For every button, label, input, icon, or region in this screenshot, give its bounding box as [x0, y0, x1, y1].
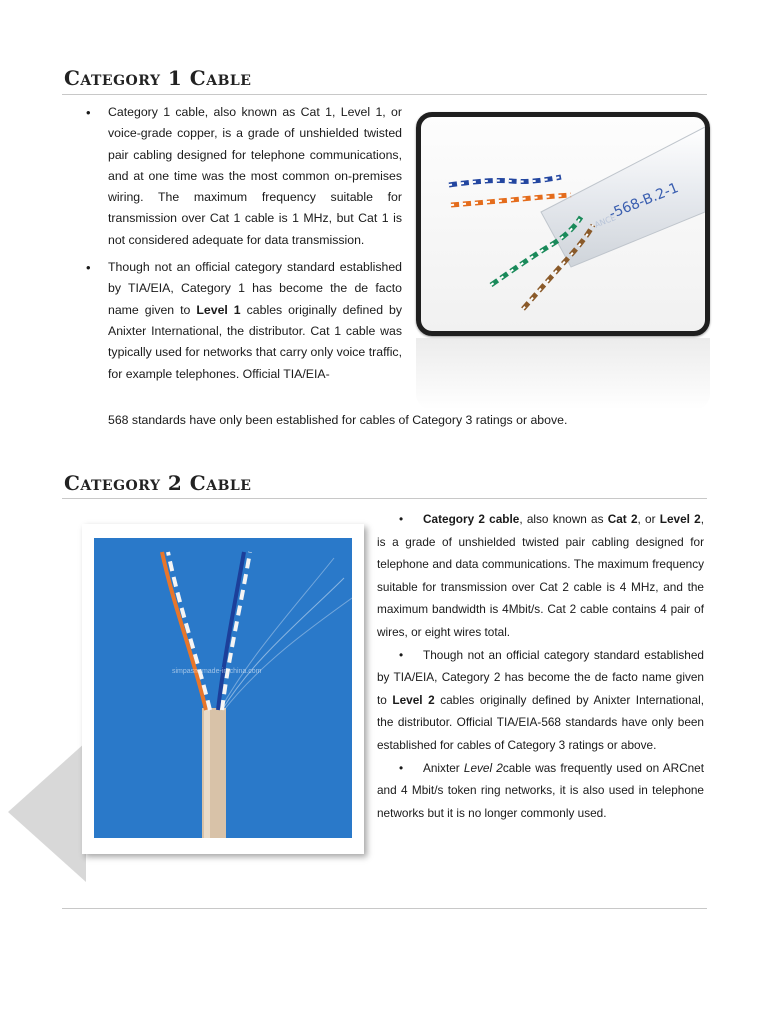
photo-background — [94, 538, 352, 838]
bullet-text: , is a grade of unshielded twisted pair cabling designed for telephone and data communications. The maximum frequency suitable for transmission over Cat 2 cable is 4 MHz, and the maximum bandwidth is 4Mbit/s. Cat 2 cable contains 4 pair of wires, or eight wires total. — [377, 512, 705, 639]
bullet-text: Category 1 cable, also known as Cat 1, Level 1, or voice-grade copper, is a grade of unshielded twisted pair cabling designed for telephone communications, and at one time was the most common on-premises wiring. The maximum frequency suitable for transmission over Cat 1 cable is 1 MHz, but Cat 1 is not considered adequate for data transmission. — [108, 105, 402, 247]
watermark: simpasm.made-in-china.com — [172, 668, 262, 675]
bullet-text: cables originally defined by Anixter International, the distributor. Cat 1 cable was typically used for networks that carry only voice traffic, for example telephones. Official TIA/EIA- — [108, 302, 402, 381]
bullet-text: cables originally defined by Anixter International, the distributor. Official TIA/EIA-568 standards have only been established for cables of Category 3 ratings or above. — [377, 692, 704, 752]
list-item — [377, 644, 704, 757]
footer-rule — [62, 908, 707, 909]
italic-term: Level 2 — [463, 760, 503, 775]
bullet-list — [62, 102, 402, 391]
bullet-text: , or — [637, 512, 660, 526]
cat1-cable-photo — [416, 112, 710, 336]
bold-term: Category 2 cable — [423, 512, 520, 526]
photo-reflection — [416, 338, 710, 410]
bullet-list — [377, 508, 704, 824]
heading-rule — [62, 498, 707, 499]
bullet-text: cable was frequently used on ARCnet and 4 Mbit/s token ring networks, it is also used in telephone networks but it is no longer commonly used. — [377, 760, 705, 820]
photo-shadow — [8, 742, 86, 882]
cat2-cable-photo — [82, 524, 364, 854]
bold-term: Level 2 — [392, 692, 435, 707]
bullet-dot: • — [399, 760, 404, 775]
bold-term: Level 1 — [196, 302, 241, 317]
bullet-text: Though not an official category standard established by TIA/EIA, Category 2 has become the de facto name given to — [377, 647, 704, 707]
list-item — [377, 508, 704, 644]
bullet-text: Anixter — [423, 760, 464, 775]
cable-illustration — [94, 538, 352, 838]
bold-term: Level 2 — [659, 512, 701, 526]
bullet-text: Though not an official category standard established by TIA/EIA, Category 1 has become the de facto name given to — [108, 260, 402, 317]
list-item — [62, 102, 402, 251]
heading-category-2: Category 2 Cable — [64, 471, 252, 495]
bullet-continuation: 568 standards have only been established for cables of Category 3 ratings or above. — [108, 413, 568, 427]
heading-rule — [62, 94, 707, 95]
bullet-dot: • — [399, 647, 404, 662]
bullet-dot: • — [399, 512, 404, 526]
list-item — [377, 757, 704, 825]
cable-print-text: -568-B.2-1 — [606, 180, 681, 223]
list-item — [62, 257, 402, 385]
cable-illustration — [421, 117, 705, 331]
heading-category-1: Category 1 Cable — [64, 66, 252, 90]
cable-print-faint: ANCE — [593, 213, 618, 230]
bold-term: Cat 2 — [607, 512, 638, 526]
bullet-text: , also known as — [519, 512, 608, 526]
